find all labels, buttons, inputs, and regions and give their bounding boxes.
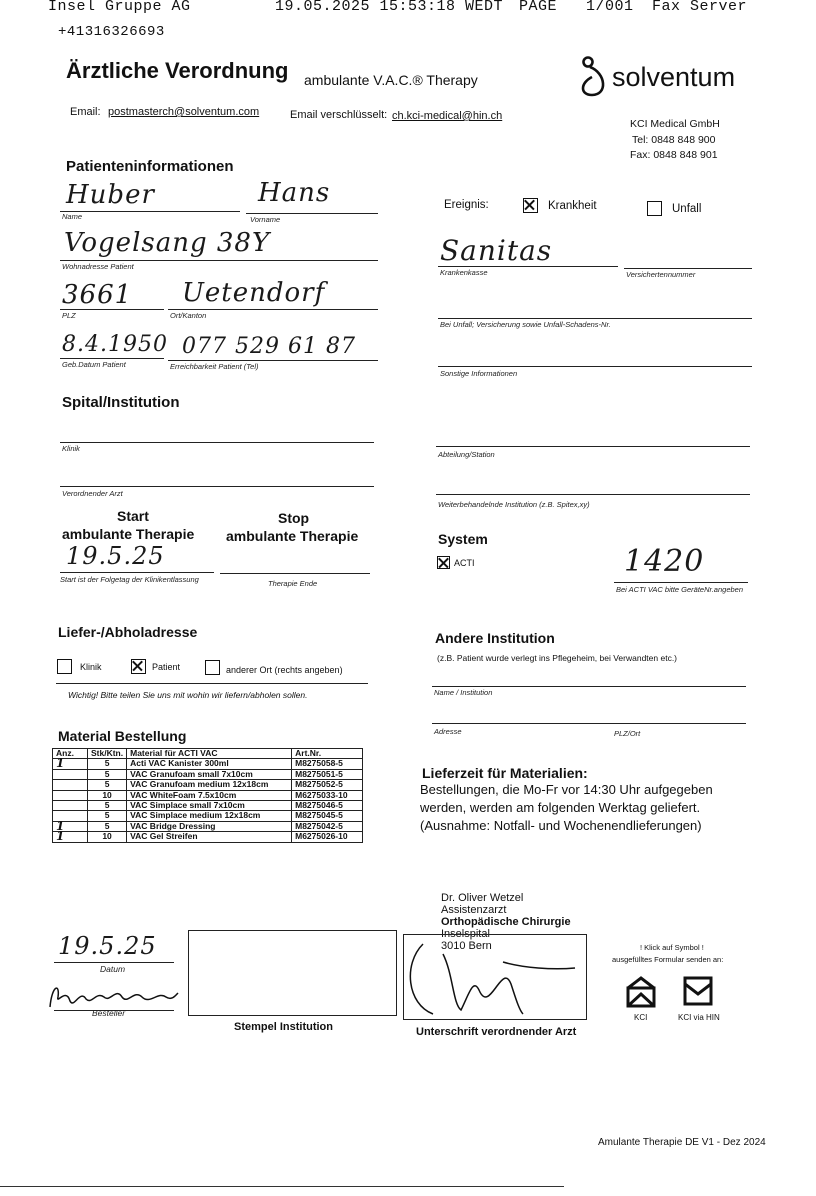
event-label: Ereignis: bbox=[444, 199, 489, 211]
artnr-cell: M8275051-5 bbox=[292, 769, 363, 779]
company-tel: Tel: 0848 848 900 bbox=[632, 134, 716, 146]
material-cell: VAC Simplace small 7x10cm bbox=[127, 801, 292, 811]
doctor-signature-icon bbox=[403, 934, 585, 1018]
pack-cell: 10 bbox=[88, 832, 127, 842]
material-cell: Acti VAC Kanister 300ml bbox=[127, 759, 292, 769]
kci-label: KCI bbox=[634, 1013, 648, 1022]
unterschrift-caption: Unterschrift verordnender Arzt bbox=[416, 1026, 577, 1038]
doctor-name: Dr. Oliver Wetzel bbox=[441, 892, 524, 904]
order-date-value[interactable]: 19.5.25 bbox=[58, 932, 157, 960]
patient-phone-value[interactable]: 077 529 61 87 bbox=[182, 334, 356, 359]
krankheit-label: Krankheit bbox=[548, 200, 597, 212]
mail-hin-icon[interactable] bbox=[682, 974, 714, 1008]
doctor-hospital: Inselspital bbox=[441, 928, 490, 940]
patient-address-value[interactable]: Vogelsang 38Y bbox=[64, 228, 271, 258]
patient-dob-value[interactable]: 8.4.1950 bbox=[62, 332, 168, 357]
kci-hin-label: KCI via HIN bbox=[678, 1013, 720, 1022]
qty-cell[interactable]: 1 bbox=[53, 821, 88, 831]
pack-cell: 5 bbox=[88, 780, 127, 790]
unfall-checkbox[interactable] bbox=[647, 201, 662, 216]
material-heading: Material Bestellung bbox=[58, 728, 187, 744]
material-table bbox=[52, 748, 363, 843]
fax-page-label: PAGE bbox=[519, 0, 558, 15]
company-name: KCI Medical GmbH bbox=[630, 118, 720, 130]
klinik-caption: Klinik bbox=[62, 444, 80, 453]
delivery-heading: Liefer-/Abholadresse bbox=[58, 624, 198, 640]
table-row bbox=[53, 821, 363, 831]
start-label: Start bbox=[117, 508, 149, 524]
table-row bbox=[53, 801, 363, 811]
material-cell: VAC Granufoam medium 12x18cm bbox=[127, 780, 292, 790]
other-institution-note: (z.B. Patient wurde verlegt ins Pflegeheim, bei Verwandten etc.) bbox=[437, 653, 678, 663]
fax-datetime: 19.05.2025 15:53:18 WEDT bbox=[275, 0, 504, 15]
email-link[interactable]: postmasterch@solventum.com bbox=[108, 106, 260, 118]
table-row bbox=[53, 832, 363, 842]
phone-caption: Erreichbarkeit Patient (Tel) bbox=[170, 362, 259, 371]
besteller-caption: Besteller bbox=[92, 1008, 126, 1018]
other-name-caption: Name / Institution bbox=[434, 688, 493, 697]
col-material: Material für ACTI VAC bbox=[127, 749, 292, 759]
email-encrypted-label: Email verschlüsselt: bbox=[290, 109, 388, 121]
start-label-2: ambulante Therapie bbox=[62, 526, 195, 542]
email-label: Email: bbox=[70, 106, 101, 118]
arzt-caption: Verordnender Arzt bbox=[62, 489, 123, 498]
artnr-cell: M8275042-5 bbox=[292, 821, 363, 831]
artnr-cell: M8275052-5 bbox=[292, 780, 363, 790]
fax-page: 1/001 bbox=[586, 0, 634, 15]
lieferzeit-line-1: Bestellungen, die Mo-Fr vor 14:30 Uhr aufgegeben bbox=[420, 782, 713, 797]
pack-cell: 10 bbox=[88, 790, 127, 800]
device-number-value[interactable]: 1420 bbox=[624, 544, 705, 579]
material-cell: VAC Gel Streifen bbox=[127, 832, 292, 842]
other-plz-caption: PLZ/Ort bbox=[614, 729, 641, 738]
artnr-cell: M8275046-5 bbox=[292, 801, 363, 811]
delivery-note: Wichtig! Bitte teilen Sie uns mit wohin wir liefern/abholen sollen. bbox=[68, 690, 308, 700]
table-row bbox=[53, 780, 363, 790]
material-cell: VAC Granufoam small 7x10cm bbox=[127, 769, 292, 779]
sonstige-caption: Sonstige Informationen bbox=[440, 369, 518, 378]
versicherungsnummer-caption: Versichertennummer bbox=[626, 270, 696, 279]
weiter-caption: Weiterbehandelnde Institution (z.B. Spitex,xy) bbox=[438, 500, 590, 509]
name-caption: Name bbox=[62, 212, 83, 221]
other-adresse-caption: Adresse bbox=[434, 727, 462, 736]
lieferzeit-line-2: werden, werden am folgenden Werktag geliefert. bbox=[420, 800, 701, 815]
artnr-cell: M8275058-5 bbox=[292, 759, 363, 769]
stamp-box[interactable] bbox=[188, 930, 397, 1016]
lieferzeit-heading: Lieferzeit für Materialien: bbox=[422, 765, 588, 781]
insurance-value[interactable]: Sanitas bbox=[440, 234, 553, 267]
form-title: Ärztliche Verordnung bbox=[66, 58, 289, 83]
col-anz: Anz. bbox=[53, 749, 88, 759]
therapy-start-value[interactable]: 19.5.25 bbox=[66, 542, 165, 570]
pack-cell: 5 bbox=[88, 769, 127, 779]
fax-sender: Insel Gruppe AG bbox=[48, 0, 191, 15]
device-caption: Bei ACTI VAC bitte GeräteNr.angeben bbox=[616, 585, 744, 594]
unfall-label: Unfall bbox=[672, 203, 702, 215]
qty-cell[interactable]: 1 bbox=[53, 832, 88, 842]
table-row bbox=[53, 790, 363, 800]
delivery-patient-label: Patient bbox=[152, 662, 181, 672]
delivery-klinik-checkbox[interactable] bbox=[57, 659, 72, 674]
address-caption: Wohnadresse Patient bbox=[62, 262, 134, 271]
end-caption: Therapie Ende bbox=[268, 579, 318, 588]
delivery-patient-checkbox[interactable] bbox=[131, 659, 146, 674]
patient-ort-value[interactable]: Uetendorf bbox=[182, 278, 326, 308]
brand-name: solventum bbox=[612, 62, 736, 92]
artnr-cell: M8275045-5 bbox=[292, 811, 363, 821]
institution-heading: Spital/Institution bbox=[62, 394, 180, 411]
qty-cell[interactable] bbox=[53, 790, 88, 800]
plz-caption: PLZ bbox=[62, 311, 76, 320]
patient-plz-value[interactable]: 3661 bbox=[62, 280, 133, 310]
stempel-caption: Stempel Institution bbox=[234, 1021, 333, 1033]
pack-cell: 5 bbox=[88, 801, 127, 811]
mail-kci-icon[interactable] bbox=[625, 976, 657, 1008]
delivery-other-label: anderer Ort (rechts angeben) bbox=[226, 665, 343, 675]
table-row bbox=[53, 769, 363, 779]
qty-cell[interactable] bbox=[53, 801, 88, 811]
doctor-city: 3010 Bern bbox=[441, 940, 492, 952]
patient-name-value[interactable]: Huber bbox=[66, 180, 155, 210]
table-row bbox=[53, 759, 363, 769]
pack-cell: 5 bbox=[88, 821, 127, 831]
doctor-department: Orthopädische Chirurgie bbox=[441, 916, 571, 928]
material-header-row bbox=[53, 749, 363, 759]
send-hint: ausgefülltes Formular senden an: bbox=[612, 955, 724, 964]
qty-cell[interactable] bbox=[53, 780, 88, 790]
delivery-klinik-label: Klinik bbox=[80, 662, 102, 672]
table-row bbox=[53, 811, 363, 821]
qty-cell[interactable]: 1 bbox=[53, 759, 88, 769]
fax-phone: +41316326693 bbox=[58, 24, 165, 40]
other-institution-heading: Andere Institution bbox=[435, 630, 555, 646]
material-cell: VAC Simplace medium 12x18cm bbox=[127, 811, 292, 821]
material-cell: VAC WhiteFoam 7.5x10cm bbox=[127, 790, 292, 800]
col-artnr: Art.Nr. bbox=[292, 749, 363, 759]
doctor-role: Assistenzarzt bbox=[441, 904, 507, 916]
vorname-caption: Vorname bbox=[250, 215, 281, 224]
acti-label: ACTI bbox=[454, 558, 475, 568]
delivery-other-checkbox[interactable] bbox=[205, 660, 220, 675]
col-stk: Stk/Ktn. bbox=[88, 749, 127, 759]
company-fax: Fax: 0848 848 901 bbox=[630, 149, 718, 161]
acti-checkbox[interactable] bbox=[437, 556, 450, 569]
artnr-cell: M6275033-10 bbox=[292, 790, 363, 800]
form-subtitle: ambulante V.A.C.® Therapy bbox=[304, 72, 478, 88]
solventum-logo-icon bbox=[578, 55, 608, 99]
fax-service: Fax Server bbox=[652, 0, 748, 15]
abteilung-caption: Abteilung/Station bbox=[438, 450, 495, 459]
start-caption: Start ist der Folgetag der Klinikentlassung bbox=[60, 575, 199, 584]
click-hint: ! Klick auf Symbol ! bbox=[640, 943, 704, 952]
material-cell: VAC Bridge Dressing bbox=[127, 821, 292, 831]
datum-caption: Datum bbox=[100, 964, 126, 974]
dob-caption: Geb.Datum Patient bbox=[62, 360, 126, 369]
patient-heading: Patienteninformationen bbox=[66, 158, 234, 175]
email-encrypted-link[interactable]: ch.kci-medical@hin.ch bbox=[392, 110, 503, 122]
pack-cell: 5 bbox=[88, 811, 127, 821]
qty-cell[interactable] bbox=[53, 769, 88, 779]
lieferzeit-line-3: (Ausnahme: Notfall- und Wochenendlieferungen) bbox=[420, 818, 702, 833]
krankheit-checkbox[interactable] bbox=[523, 198, 538, 213]
ort-caption: Ort/Kanton bbox=[170, 311, 207, 320]
system-heading: System bbox=[438, 531, 488, 547]
footer-version: Amulante Therapie DE V1 - Dez 2024 bbox=[598, 1137, 766, 1148]
krankenkasse-caption: Krankenkasse bbox=[440, 268, 488, 277]
pack-cell: 5 bbox=[88, 759, 127, 769]
patient-vorname-value[interactable]: Hans bbox=[258, 178, 331, 208]
artnr-cell: M6275026-10 bbox=[292, 832, 363, 842]
stop-label: Stop bbox=[278, 510, 310, 526]
unfall-insurance-caption: Bei Unfall; Versicherung sowie Unfall-Schadens-Nr. bbox=[440, 320, 611, 329]
stop-label-2: ambulante Therapie bbox=[226, 528, 359, 544]
